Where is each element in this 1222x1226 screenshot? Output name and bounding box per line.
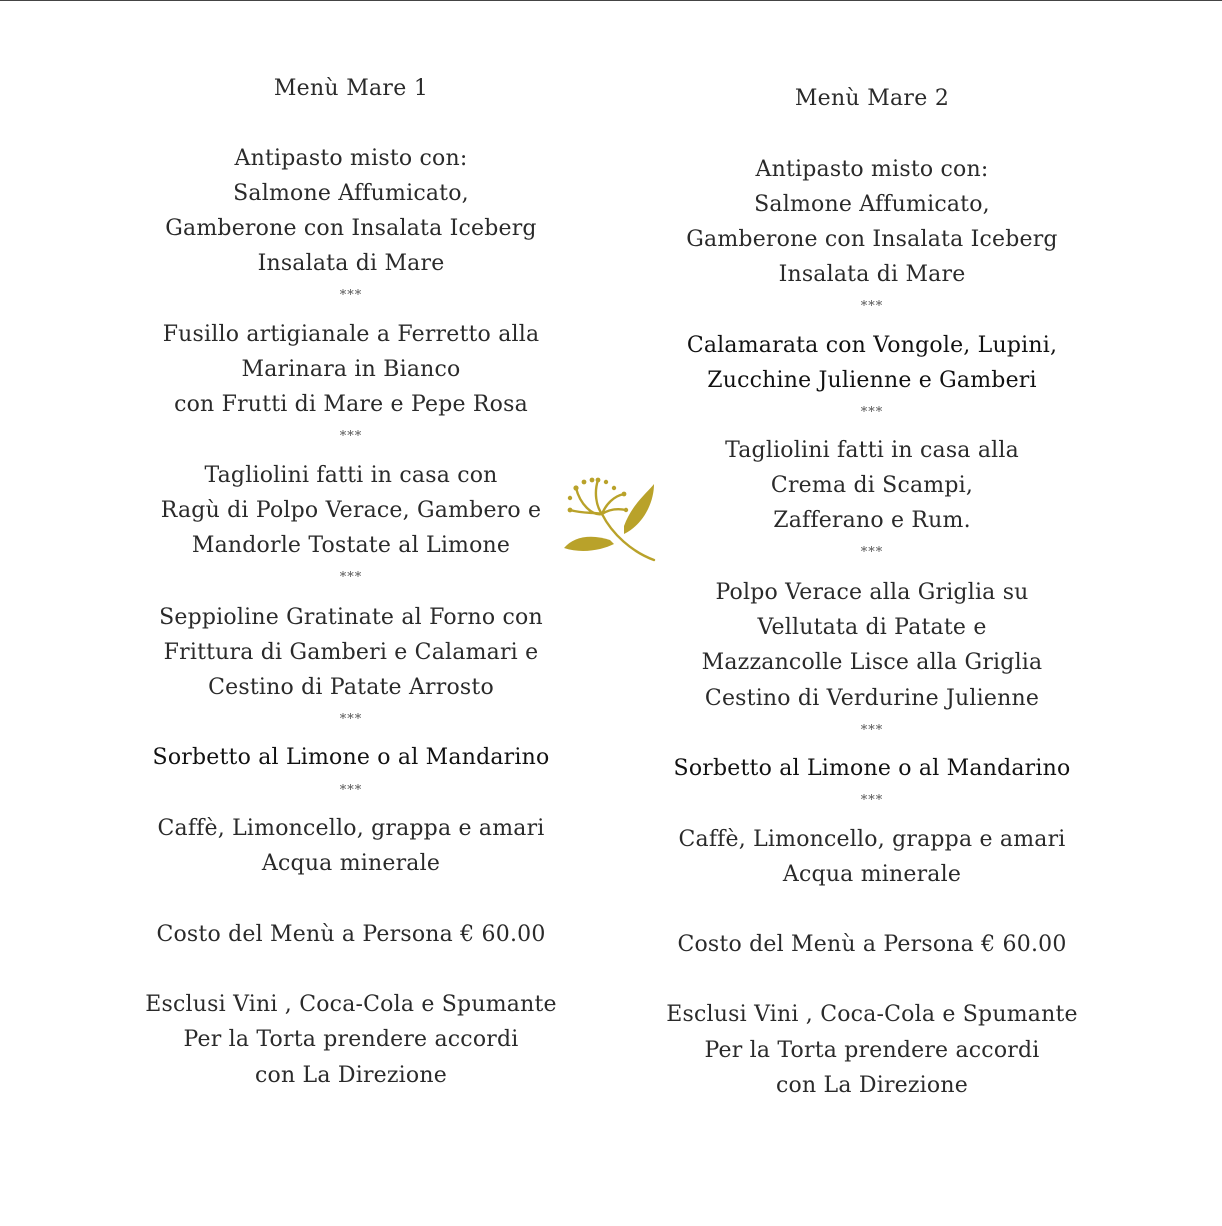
course-separator: ***: [339, 570, 363, 585]
menu-note: Esclusi Vini , Coca-Cola e Spumante: [666, 1002, 1078, 1027]
menu-line: con Frutti di Mare e Pepe Rosa: [174, 392, 528, 417]
menu-line: Sorbetto al Limone o al Mandarino: [152, 745, 550, 770]
menu-title: Menù Mare 1: [273, 76, 429, 101]
course-separator: ***: [339, 783, 363, 798]
menu-line: Vellutata di Patate e: [757, 615, 987, 640]
menu-line: Caffè, Limoncello, grappa e amari: [157, 816, 545, 841]
menu-line: Acqua minerale: [261, 851, 441, 876]
menu-note: Esclusi Vini , Coca-Cola e Spumante: [145, 992, 557, 1017]
course-separator: ***: [339, 712, 363, 727]
menu-line: Salmone Affumicato,: [233, 181, 469, 206]
menu-title: Menù Mare 2: [794, 86, 950, 111]
menu-line: Polpo Verace alla Griglia su: [715, 580, 1029, 605]
menu-line: Insalata di Mare: [778, 262, 966, 287]
menu-line: Seppioline Gratinate al Forno con: [159, 605, 543, 630]
menu-note: con La Direzione: [776, 1073, 968, 1098]
menu-line: Insalata di Mare: [257, 251, 445, 276]
menu-line: Sorbetto al Limone o al Mandarino: [673, 756, 1071, 781]
menu-line: Tagliolini fatti in casa con: [204, 463, 498, 488]
menu-line: Cestino di Verdurine Julienne: [704, 686, 1040, 711]
menu-line: Zafferano e Rum.: [773, 508, 971, 533]
menu-price: Costo del Menù a Persona € 60.00: [677, 932, 1067, 957]
menu-line: Salmone Affumicato,: [754, 192, 990, 217]
menu-line: Cestino di Patate Arrosto: [208, 675, 494, 700]
menu-line: Caffè, Limoncello, grappa e amari: [678, 827, 1066, 852]
menu-line: Tagliolini fatti in casa alla: [725, 438, 1019, 463]
course-separator: ***: [860, 545, 884, 560]
course-separator: ***: [339, 288, 363, 303]
menu-line: Antipasto misto con:: [755, 157, 989, 182]
menu-note: Per la Torta prendere accordi: [183, 1027, 519, 1052]
menu-line: Crema di Scampi,: [770, 473, 974, 498]
menu-line: Frittura di Gamberi e Calamari e: [163, 640, 539, 665]
menu-note: con La Direzione: [255, 1063, 447, 1088]
menu-line: Gamberone con Insalata Iceberg: [165, 216, 537, 241]
course-separator: ***: [339, 429, 363, 444]
menu-line: Calamarata con Vongole, Lupini,: [686, 333, 1058, 358]
course-separator: ***: [860, 405, 884, 420]
top-border: [0, 0, 1222, 1]
menu-line: Ragù di Polpo Verace, Gambero e: [160, 498, 542, 523]
course-separator: ***: [860, 723, 884, 738]
menu-line: Mazzancolle Lisce alla Griglia: [701, 650, 1043, 675]
menu-note: Per la Torta prendere accordi: [704, 1038, 1040, 1063]
menu-line: Acqua minerale: [782, 862, 962, 887]
menu-line: Mandorle Tostate al Limone: [191, 533, 511, 558]
menu-price: Costo del Menù a Persona € 60.00: [156, 922, 546, 947]
menu-line: Zucchine Julienne e Gamberi: [707, 368, 1037, 393]
menu-line: Gamberone con Insalata Iceberg: [686, 227, 1058, 252]
menu-line: Antipasto misto con:: [234, 146, 468, 171]
menu-line: Marinara in Bianco: [241, 357, 461, 382]
course-separator: ***: [860, 793, 884, 808]
menu-line: Fusillo artigianale a Ferretto alla: [162, 322, 540, 347]
course-separator: ***: [860, 299, 884, 314]
